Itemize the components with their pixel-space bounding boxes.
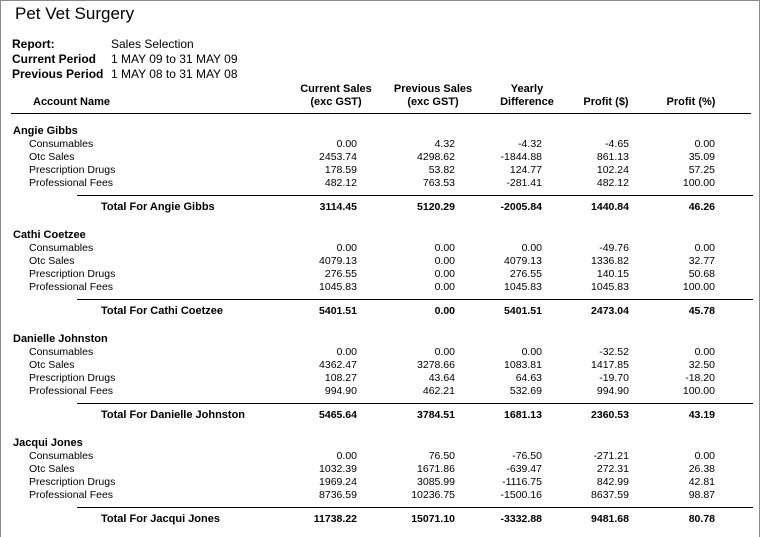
line-item-current-sales: 0.00 (336, 346, 357, 358)
line-item-previous-sales: 53.82 (428, 164, 455, 176)
line-item-profit-percent: 100.00 (682, 281, 715, 293)
account-total-profit-amount: 2473.04 (591, 305, 629, 317)
account-total-yearly-difference: 5401.51 (504, 305, 542, 317)
line-item-current-sales: 2453.74 (319, 151, 357, 163)
line-item-profit-amount: -19.70 (599, 372, 629, 384)
line-item-current-sales: 178.59 (324, 164, 357, 176)
line-item-previous-sales: 0.00 (434, 281, 455, 293)
account-name: Danielle Johnston (13, 333, 108, 345)
line-item-profit-amount: 272.31 (596, 463, 629, 475)
line-item-profit-amount: 861.13 (596, 151, 629, 163)
line-item-current-sales: 4079.13 (319, 255, 357, 267)
line-item-profit-percent: 100.00 (682, 177, 715, 189)
line-item-label: Prescription Drugs (29, 164, 116, 176)
line-item-profit-percent: 98.87 (688, 489, 715, 501)
line-item-profit-percent: 42.81 (688, 476, 715, 488)
line-item-previous-sales: 3278.66 (417, 359, 455, 371)
line-item-profit-amount: 482.12 (596, 177, 629, 189)
line-item-yearly-difference: 532.69 (509, 385, 542, 397)
line-item-current-sales: 276.55 (324, 268, 357, 280)
line-item-label: Professional Fees (29, 385, 114, 397)
line-item-yearly-difference: -1500.16 (500, 489, 542, 501)
column-header-profit-amount: Profit ($) (583, 96, 629, 108)
line-item-yearly-difference: 1045.83 (504, 281, 542, 293)
report-type-label: Report: (12, 37, 55, 51)
report-type-value: Sales Selection (111, 37, 194, 51)
line-item-profit-percent: 32.77 (688, 255, 715, 267)
line-item-yearly-difference: -1116.75 (502, 476, 542, 488)
line-item-profit-percent: 32.50 (688, 359, 715, 371)
line-item-profit-percent: 0.00 (694, 346, 715, 358)
line-item-label: Otc Sales (29, 463, 75, 475)
line-item-yearly-difference: -4.32 (518, 138, 542, 150)
total-rule (77, 299, 753, 300)
report-title: Pet Vet Surgery (15, 4, 135, 23)
line-item-yearly-difference: 1083.81 (504, 359, 542, 371)
line-item-previous-sales: 4.32 (434, 138, 455, 150)
line-item-profit-amount: -271.21 (593, 450, 629, 462)
line-item-previous-sales: 4298.62 (417, 151, 455, 163)
line-item-yearly-difference: -76.50 (512, 450, 542, 462)
line-item-profit-percent: 26.38 (688, 463, 715, 475)
line-item-profit-percent: 0.00 (694, 450, 715, 462)
column-header-previous-sales (387, 83, 479, 109)
line-item-profit-amount: 102.24 (596, 164, 629, 176)
account-total-current-sales: 11738.22 (313, 513, 357, 525)
line-item-profit-amount: 1417.85 (591, 359, 629, 371)
line-item-profit-amount: 994.90 (596, 385, 629, 397)
line-item-label: Otc Sales (29, 359, 75, 371)
line-item-label: Prescription Drugs (29, 268, 116, 280)
total-rule (77, 195, 753, 196)
current-period-value: 1 MAY 09 to 31 MAY 09 (111, 52, 238, 66)
column-header-previous-sales-line2: (exc GST) (407, 96, 459, 108)
line-item-profit-percent: 57.25 (688, 164, 715, 176)
account-total-label: Total For Danielle Johnston (101, 409, 246, 421)
line-item-profit-amount: -32.52 (599, 346, 629, 358)
account-total-current-sales: 3114.45 (319, 201, 357, 213)
line-item-yearly-difference: 64.63 (515, 372, 542, 384)
previous-period-label: Previous Period (12, 67, 104, 81)
line-item-yearly-difference: -281.41 (506, 177, 542, 189)
column-header-current-sales-line1: Current Sales (300, 83, 372, 95)
line-item-label: Professional Fees (29, 281, 114, 293)
line-item-yearly-difference: 0.00 (521, 346, 542, 358)
line-item-current-sales: 1969.24 (319, 476, 357, 488)
account-total-profit-percent: 45.78 (688, 305, 715, 317)
account-total-profit-amount: 1440.84 (591, 201, 629, 213)
line-item-yearly-difference: 276.55 (509, 268, 542, 280)
line-item-previous-sales: 1671.86 (417, 463, 455, 475)
total-rule (77, 507, 753, 508)
account-total-label: Total For Cathi Coetzee (101, 305, 224, 317)
line-item-current-sales: 0.00 (336, 138, 357, 150)
account-total-profit-percent: 43.19 (688, 409, 715, 421)
account-total-label: Total For Angie Gibbs (101, 201, 215, 213)
column-header-yearly-difference (491, 83, 563, 109)
account-total-current-sales: 5465.64 (319, 409, 357, 421)
line-item-current-sales: 0.00 (336, 450, 357, 462)
account-total-previous-sales: 0.00 (434, 305, 455, 317)
line-item-previous-sales: 3085.99 (417, 476, 455, 488)
line-item-yearly-difference: -1844.88 (500, 151, 542, 163)
line-item-label: Prescription Drugs (29, 476, 116, 488)
account-total-label: Total For Jacqui Jones (101, 513, 220, 525)
line-item-yearly-difference: 124.77 (509, 164, 542, 176)
column-header-yearly-difference-line2: Difference (500, 96, 554, 108)
line-item-profit-percent: 0.00 (694, 138, 715, 150)
account-total-profit-percent: 80.78 (688, 513, 715, 525)
line-item-previous-sales: 0.00 (434, 268, 455, 280)
line-item-yearly-difference: 0.00 (521, 242, 542, 254)
account-total-previous-sales: 3784.51 (417, 409, 455, 421)
line-item-profit-amount: 842.99 (596, 476, 629, 488)
line-item-profit-percent: 100.00 (682, 385, 715, 397)
line-item-previous-sales: 763.53 (422, 177, 455, 189)
line-item-previous-sales: 462.21 (422, 385, 455, 397)
line-item-previous-sales: 0.00 (434, 255, 455, 267)
column-header-current-sales-line2: (exc GST) (310, 96, 362, 108)
account-total-previous-sales: 5120.29 (417, 201, 455, 213)
line-item-profit-amount: 8637.59 (591, 489, 629, 501)
line-item-previous-sales: 43.64 (428, 372, 455, 384)
previous-period-value: 1 MAY 08 to 31 MAY 08 (111, 67, 238, 81)
line-item-current-sales: 4362.47 (319, 359, 357, 371)
account-total-yearly-difference: -2005.84 (500, 201, 542, 213)
line-item-label: Professional Fees (29, 489, 114, 501)
line-item-current-sales: 8736.59 (319, 489, 357, 501)
account-total-profit-amount: 2360.53 (591, 409, 629, 421)
account-name: Cathi Coetzee (13, 229, 86, 241)
account-total-profit-percent: 46.26 (688, 201, 715, 213)
account-total-yearly-difference: 1681.13 (504, 409, 542, 421)
column-header-yearly-difference-line1: Yearly (510, 83, 544, 95)
account-total-current-sales: 5401.51 (319, 305, 357, 317)
line-item-profit-amount: 1045.83 (591, 281, 629, 293)
account-total-previous-sales: 15071.10 (411, 513, 455, 525)
line-item-label: Consumables (29, 138, 94, 150)
line-item-label: Otc Sales (29, 151, 75, 163)
column-header-previous-sales-line1: Previous Sales (393, 83, 473, 95)
account-total-yearly-difference: -3332.88 (500, 513, 542, 525)
account-total-profit-amount: 9481.68 (591, 513, 629, 525)
header-rule (11, 113, 751, 114)
current-period-label: Current Period (12, 52, 97, 66)
column-header-profit-percent: Profit (%) (666, 96, 716, 108)
line-item-current-sales: 994.90 (324, 385, 357, 397)
line-item-label: Consumables (29, 346, 94, 358)
line-item-profit-amount: 140.15 (596, 268, 629, 280)
line-item-yearly-difference: -639.47 (506, 463, 542, 475)
line-item-current-sales: 1045.83 (319, 281, 357, 293)
line-item-profit-percent: 0.00 (694, 242, 715, 254)
account-name: Jacqui Jones (13, 437, 83, 449)
line-item-current-sales: 0.00 (336, 242, 357, 254)
line-item-profit-percent: 50.68 (688, 268, 715, 280)
line-item-profit-percent: 35.09 (688, 151, 715, 163)
line-item-label: Consumables (29, 242, 94, 254)
line-item-previous-sales: 0.00 (434, 346, 455, 358)
line-item-label: Otc Sales (29, 255, 75, 267)
line-item-label: Professional Fees (29, 177, 114, 189)
column-header-account-name: Account Name (33, 96, 111, 108)
line-item-current-sales: 108.27 (324, 372, 357, 384)
line-item-yearly-difference: 4079.13 (504, 255, 542, 267)
total-rule (77, 403, 753, 404)
line-item-profit-amount: 1336.82 (591, 255, 629, 267)
column-header-current-sales (291, 83, 381, 109)
line-item-label: Consumables (29, 450, 94, 462)
line-item-current-sales: 482.12 (324, 177, 357, 189)
line-item-profit-amount: -4.65 (605, 138, 629, 150)
line-item-previous-sales: 10236.75 (411, 489, 455, 501)
line-item-profit-amount: -49.76 (599, 242, 629, 254)
line-item-label: Prescription Drugs (29, 372, 116, 384)
line-item-current-sales: 1032.39 (319, 463, 357, 475)
account-name: Angie Gibbs (13, 125, 78, 137)
line-item-profit-percent: -18.20 (685, 372, 715, 384)
line-item-previous-sales: 0.00 (434, 242, 455, 254)
line-item-previous-sales: 76.50 (428, 450, 455, 462)
